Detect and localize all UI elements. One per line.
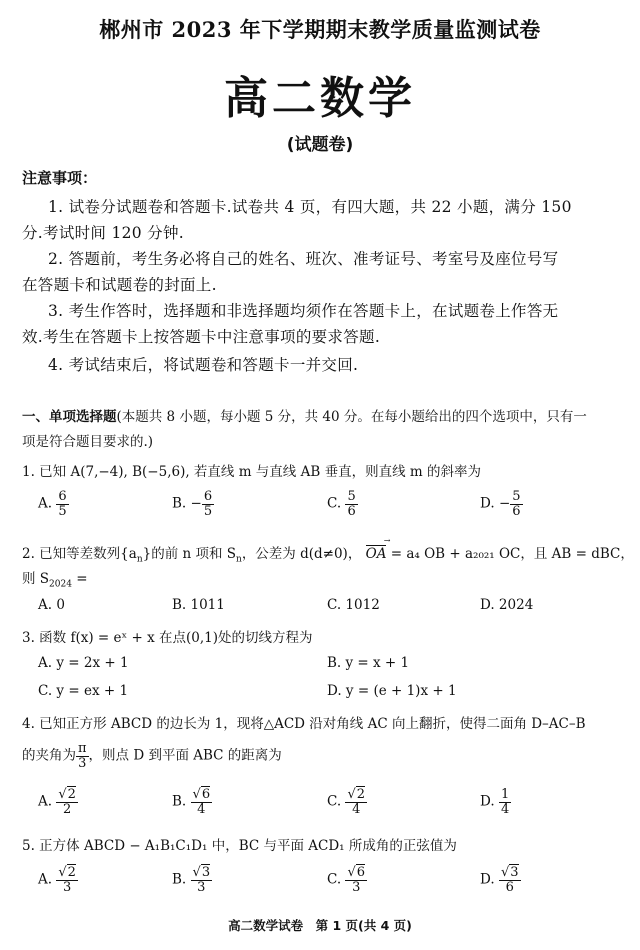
q5-option-c[interactable]: C. $\frac{√6}{3}$: [327, 865, 366, 895]
q1-option-d[interactable]: D. − $\frac{5}{6}$: [480, 489, 521, 519]
fraction: $\frac{6}{5}$: [58, 489, 67, 519]
exam-title: 郴州市 2023 年下学期期末教学质量监测试卷: [99, 17, 541, 42]
q3-option-b[interactable]: B. y = x + 1: [327, 655, 410, 671]
notice-line: 4. 考试结束后，将试题卷和答题卡一并交回.: [48, 356, 359, 374]
question-5: 5. 正方体 ABCD − A₁B₁C₁D₁ 中，BC 与平面 ACD₁ 所成角的正弦值为: [22, 838, 457, 854]
notice-heading: 注意事项：: [22, 169, 98, 187]
fraction: $\frac{√6}{4}$: [192, 787, 211, 817]
fraction: $\frac{√6}{3}$: [347, 865, 366, 895]
notice-line: 2. 答题前，考生务必将自己的姓名、班次、准考证号、考室号及座位号写: [48, 250, 559, 268]
question-3: 3. 函数 f(x) = eˣ + x 在点(0,1)处的切线方程为: [22, 630, 313, 646]
q3-option-d[interactable]: D. y = (e + 1)x + 1: [327, 683, 457, 699]
question-1: 1. 已知 A(7,−4), B(−5,6), 若直线 m 与直线 AB 垂直，则直线 m 的斜率为: [22, 464, 481, 480]
page-footer: 高二数学试卷 第 1 页(共 4 页): [228, 918, 412, 933]
subject-title: 高二数学: [224, 73, 416, 124]
q1-option-c[interactable]: C. $\frac{5}{6}$: [327, 489, 356, 519]
section-title: 一、单项选择题: [22, 409, 117, 425]
fraction: $\frac{1}{4}$: [500, 787, 510, 817]
vector-oa: OA →: [366, 546, 387, 562]
q5-option-d[interactable]: D. $\frac{√3}{6}$: [480, 865, 519, 895]
fraction: $\frac{√2}{3}$: [58, 865, 76, 895]
notice-line: 3. 考生作答时，选择题和非选择题均须作在答题卡上，在试题卷上作答无: [48, 302, 559, 320]
q2-option-b[interactable]: B. 1011: [172, 597, 225, 613]
q2-option-a[interactable]: A. 0: [38, 597, 65, 613]
q4-option-c[interactable]: C. $\frac{√2}{4}$: [327, 787, 366, 817]
q3-option-c[interactable]: C. y = ex + 1: [38, 683, 129, 699]
notice-line: 1. 试卷分试题卷和答题卡.试卷共 4 页，有四大题，共 22 小题，满分 150: [48, 198, 572, 216]
q3-option-a[interactable]: A. y = 2x + 1: [38, 655, 129, 671]
notice-line: 效.考生在答题卡上按答题卡中注意事项的要求答题.: [22, 328, 381, 346]
fraction: $\frac{5}{6}$: [347, 489, 356, 519]
fraction: $\frac{\pi}{3}$: [78, 741, 87, 771]
fraction: $\frac{5}{6}$: [512, 489, 521, 519]
q5-option-b[interactable]: B. $\frac{√3}{3}$: [172, 865, 211, 895]
fraction: $\frac{√3}{6}$: [500, 865, 519, 895]
question-4-cont: 的夹角为 $\frac{\pi}{3}$ ，则点 D 到平面 ABC 的距离为: [22, 741, 282, 771]
fraction: $\frac{√2}{2}$: [58, 787, 76, 817]
q4-option-b[interactable]: B. $\frac{√6}{4}$: [172, 787, 211, 817]
question-4: 4. 已知正方形 ABCD 的边长为 1，现将△ACD 沿对角线 AC 向上翻折，使得二面角 D–AC–B: [22, 716, 586, 732]
q1-option-b[interactable]: B. − $\frac{6}{5}$: [172, 489, 213, 519]
fraction: $\frac{6}{5}$: [203, 489, 213, 519]
paper-type: (试题卷): [286, 135, 354, 155]
q2-option-c[interactable]: C. 1012: [327, 597, 380, 613]
fraction: $\frac{√2}{4}$: [347, 787, 366, 817]
question-2: 2. 已知等差数列$\{a_n\}$的前 n 项和 $S_n$，公差为 d(d≠0)， OA → = a₄ OB + a₂₀₂₁ OC，且 AB = dBC，: [22, 542, 634, 565]
q4-option-d[interactable]: D. $\frac{1}{4}$: [480, 787, 510, 817]
notice-line: 分.考试时间 120 分钟.: [22, 224, 184, 242]
question-2-cont: 则 $S_{2024}$ =: [22, 571, 88, 590]
q1-option-a[interactable]: A. $\frac{6}{5}$: [38, 489, 67, 519]
q4-option-a[interactable]: A. $\frac{√2}{2}$: [38, 787, 76, 817]
section-desc-cont: 项是符合题目要求的.): [22, 434, 154, 450]
fraction: $\frac{√3}{3}$: [192, 865, 211, 895]
section-desc: (本题共 8 小题，每小题 5 分，共 40 分。在每小题给出的四个选项中，只有一: [116, 409, 587, 425]
q2-option-d[interactable]: D. 2024: [480, 597, 534, 613]
section-heading: [22, 405, 587, 425]
notice-line: 在答题卡和试题卷的封面上.: [22, 276, 217, 294]
q5-option-a[interactable]: A. $\frac{√2}{3}$: [38, 865, 76, 895]
